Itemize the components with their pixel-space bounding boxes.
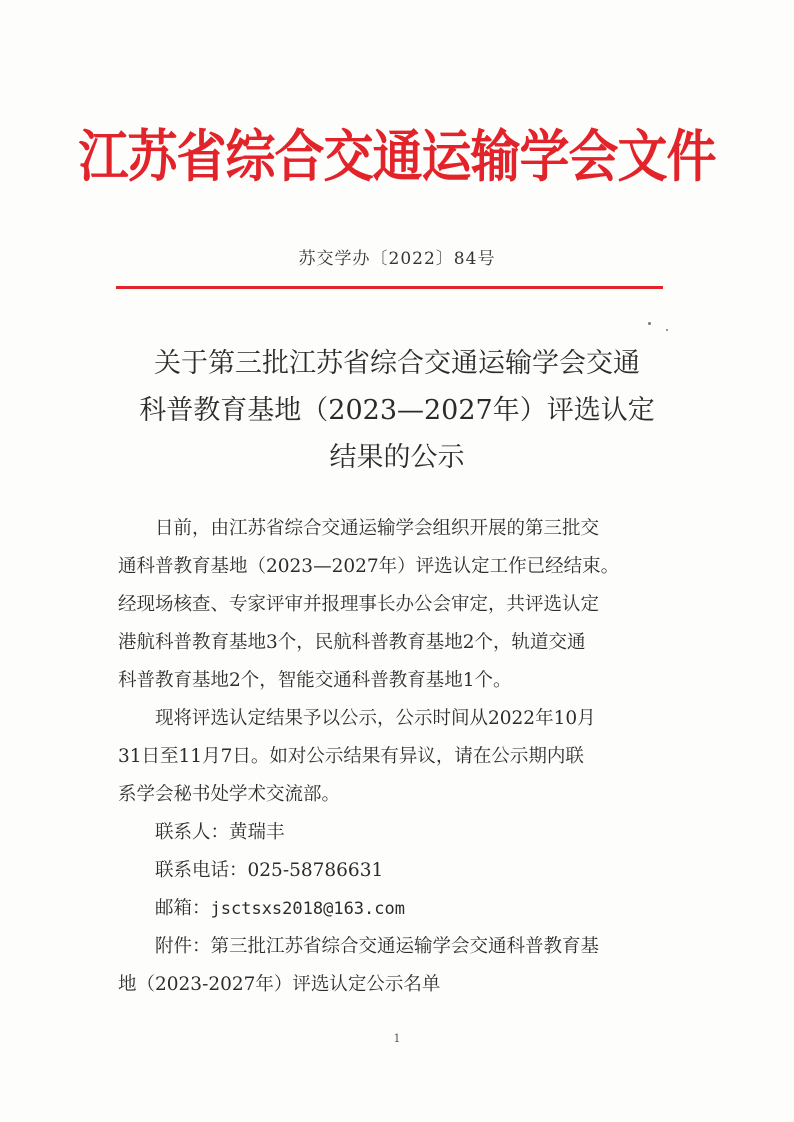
attachment-line: 附件：第三批江苏省综合交通运输学会交通科普教育基 bbox=[155, 936, 600, 957]
title-line: 科普教育基地（2023—2027年）评选认定 bbox=[139, 395, 655, 426]
masthead-title: 江苏省综合交通运输学会文件 bbox=[78, 124, 716, 190]
body-line: 现将评选认定结果予以公示，公示时间从2022年10月 bbox=[155, 708, 596, 729]
contact-email bbox=[118, 890, 718, 928]
page-number: 1 bbox=[393, 1032, 401, 1045]
contact-email-address: jsctsxs2018@163.com bbox=[210, 899, 405, 919]
red-divider-line bbox=[116, 286, 663, 289]
contact-email-label: 邮箱： bbox=[155, 898, 211, 919]
contact-phone-number: 025-58786631 bbox=[247, 860, 384, 881]
contact-phone bbox=[118, 852, 718, 890]
notice-title bbox=[60, 340, 734, 481]
document-number: 苏交学办〔2022〕84号 bbox=[298, 249, 496, 269]
contact-person-name: 黄瑞丰 bbox=[229, 822, 285, 843]
scan-speck bbox=[666, 329, 668, 331]
body-line: 31日至11月7日。如对公示结果有异议，请在公示期内联 bbox=[118, 746, 584, 767]
body-line: 通科普教育基地（2023—2027年）评选认定工作已经结束。 bbox=[118, 556, 620, 577]
title-line: 关于第三批江苏省综合交通运输学会交通 bbox=[154, 348, 640, 379]
contact-phone-label: 联系电话： bbox=[155, 860, 248, 881]
notice-body bbox=[118, 510, 718, 1004]
title-line: 结果的公示 bbox=[329, 442, 465, 473]
body-line: 科普教育基地2个，智能交通科普教育基地1个。 bbox=[118, 670, 512, 691]
body-line: 经现场核查、专家评审并报理事长办公会审定，共评选认定 bbox=[118, 594, 600, 615]
scan-speck bbox=[648, 322, 651, 325]
body-line: 港航科普教育基地3个，民航科普教育基地2个，轨道交通 bbox=[118, 632, 586, 653]
contact-person bbox=[118, 814, 718, 852]
body-line: 日前，由江苏省综合交通运输学会组织开展的第三批交 bbox=[155, 518, 600, 539]
attachment-line: 地（2023-2027年）评选认定公示名单 bbox=[118, 974, 441, 995]
contact-person-label: 联系人： bbox=[155, 822, 230, 843]
body-line: 系学会秘书处学术交流部。 bbox=[118, 784, 341, 805]
